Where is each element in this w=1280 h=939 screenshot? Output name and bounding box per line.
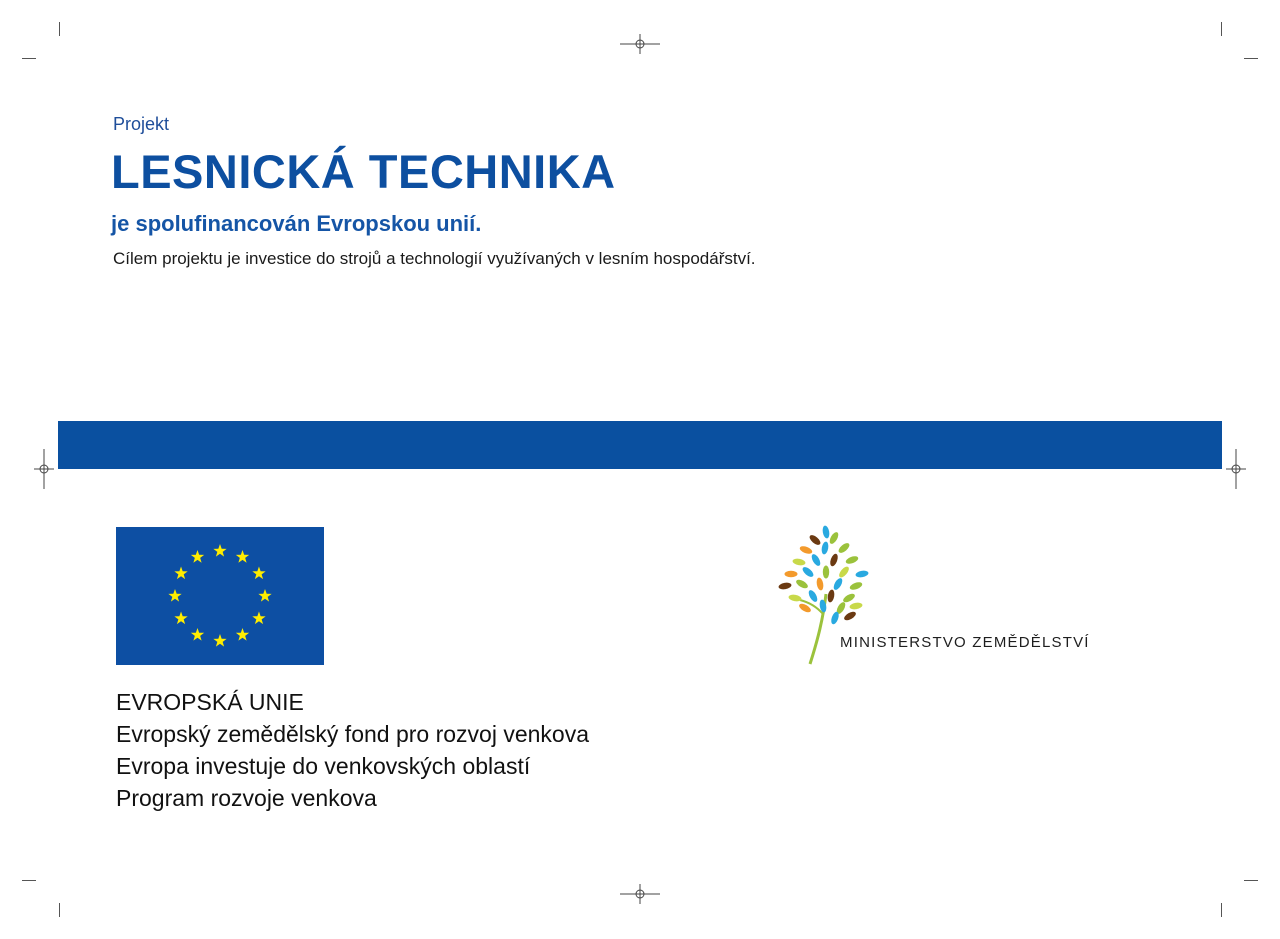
eu-star-icon (174, 567, 187, 580)
tree-leaf-icon (807, 589, 819, 603)
crop-mark-top-left-h (22, 58, 36, 59)
eu-star-icon (258, 589, 271, 602)
crop-mark-top-right-v (1221, 22, 1222, 36)
tree-leaf-icon (845, 555, 859, 565)
eu-star-icon (252, 612, 265, 625)
ministry-name: MINISTERSTVO ZEMĚDĚLSTVÍ (840, 634, 1090, 651)
tree-leaf-icon (808, 533, 822, 546)
tree-leaf-icon (827, 589, 836, 603)
registration-mark-bottom (620, 884, 660, 904)
eu-star-icon (236, 628, 249, 641)
eu-line-title: EVROPSKÁ UNIE (116, 689, 304, 715)
eu-star-icon (191, 550, 204, 563)
tree-leaf-icon (816, 577, 825, 591)
eu-star-icon (236, 550, 249, 563)
crop-mark-bottom-left-v (59, 903, 60, 917)
eu-line-fund: Evropský zemědělský fond pro rozvoj venkova (116, 721, 589, 747)
crop-mark-top-right-h (1244, 58, 1258, 59)
project-title: LESNICKÁ TECHNIKA (111, 145, 616, 198)
tree-leaf-icon (792, 558, 806, 567)
tree-leaf-icon (829, 553, 839, 567)
eu-star-icon (213, 634, 226, 647)
eu-star-icon (252, 567, 265, 580)
project-eyebrow: Projekt (113, 114, 170, 134)
eu-star-icon (174, 612, 187, 625)
eu-star-icon (213, 544, 226, 557)
tree-leaf-icon (822, 525, 831, 539)
tree-leaf-icon (810, 553, 822, 567)
eu-star-icon (191, 628, 204, 641)
tree-leaf-icon (843, 610, 857, 622)
tree-leaf-icon (801, 565, 815, 578)
tree-leaf-icon (785, 571, 798, 577)
registration-mark-right (1226, 449, 1246, 489)
tree-leaf-icon (849, 602, 863, 611)
eu-line-slogan: Evropa investuje do venkovských oblastí (116, 753, 531, 779)
crop-mark-bottom-right-h (1244, 880, 1258, 881)
project-header (113, 112, 1013, 270)
tree-leaf-icon (799, 545, 813, 555)
tree-leaf-icon (837, 565, 850, 579)
eu-text-block (116, 686, 716, 814)
crop-mark-bottom-left-h (22, 880, 36, 881)
tree-leaf-icon (842, 592, 856, 604)
eu-flag-icon (116, 527, 324, 665)
project-subtitle: je spolufinancován Evropskou unií. (111, 211, 482, 236)
tree-leaf-icon (821, 541, 830, 555)
tree-leaf-icon (828, 531, 840, 545)
tree-leaf-icon (849, 581, 863, 591)
registration-mark-left (34, 449, 54, 489)
registration-mark-top (620, 34, 660, 54)
tree-leaf-icon (832, 577, 844, 591)
eu-line-program: Program rozvoje venkova (116, 785, 377, 811)
tree-leaf-icon (823, 566, 829, 579)
tree-leaf-icon (778, 582, 792, 591)
tree-leaf-icon (837, 541, 851, 554)
eu-star-icon (168, 589, 181, 602)
tree-leaf-icon (795, 578, 809, 590)
tree-leaf-icon (855, 570, 869, 579)
crop-mark-bottom-right-v (1221, 903, 1222, 917)
project-description: Cílem projektu je investice do strojů a technologií využívaných v lesním hospodářství. (113, 249, 756, 268)
blue-band (58, 421, 1222, 469)
crop-mark-top-left-v (59, 22, 60, 36)
